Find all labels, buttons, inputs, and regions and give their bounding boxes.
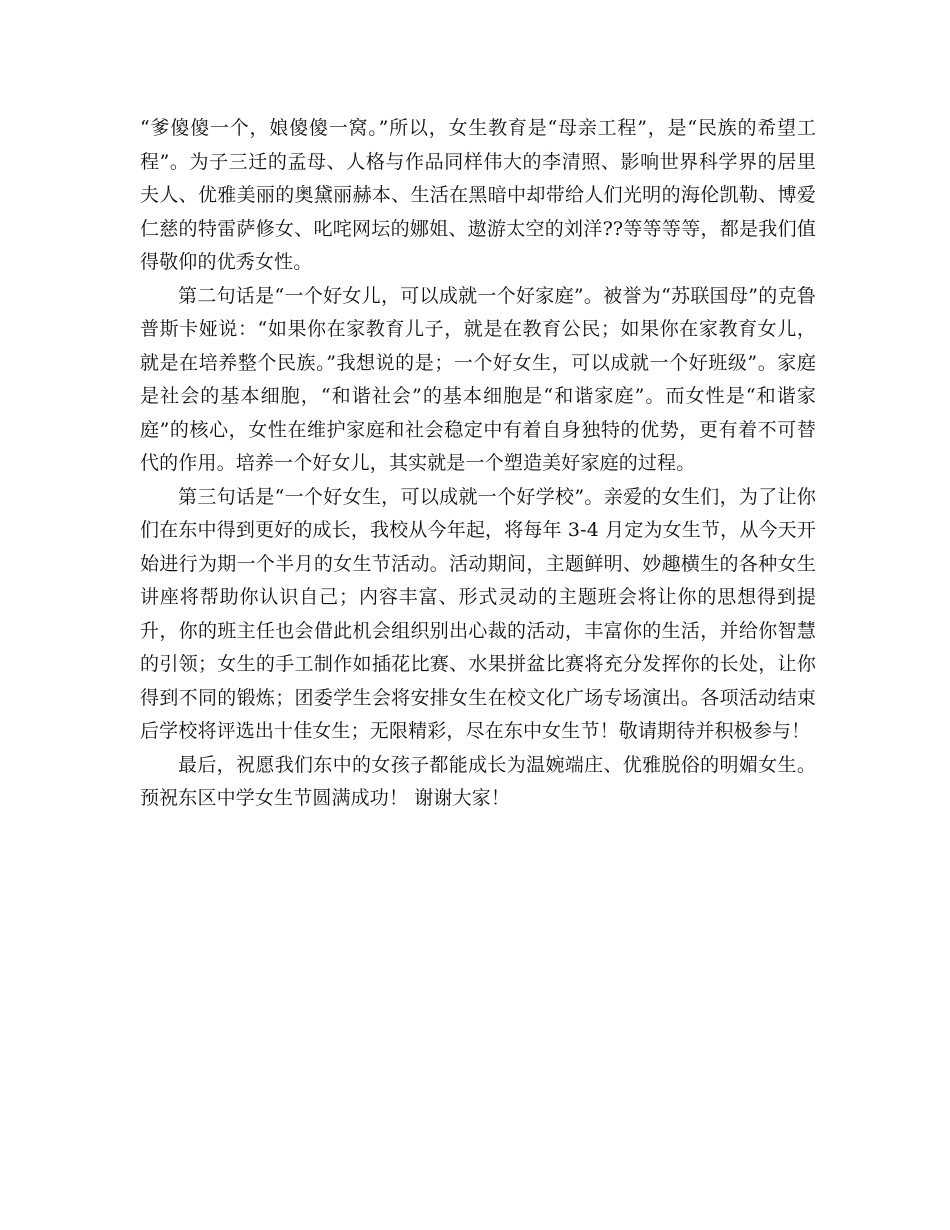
paragraph-third-saying: 第三句话是“一个好女生，可以成就一个好学校”。亲爱的女生们，为了让你们在东中得到更好的成长，我校从今年起，将每年 3-4 月定为女生节，从今天开始进行为期一个半月的女生节活动。活动期间，主题鲜明、妙趣横生的各种女生讲座将帮助你认识自己；内容丰富、形式灵动的主题班会将让你的思想得到提升，你的班主任也会借此机会组织别出心裁的活动，丰富你的生活，并给你智慧的引领；女生的手工制作如插花比赛、水果拼盆比赛将充分发挥你的长处，让你得到不同的锻炼；团委学生会将安排女生在校文化广场专场演出。各项活动结束后学校将评选出十佳女生；无限精彩，尽在东中女生节！敬请期待并积极参与！	[140, 485, 816, 742]
paragraph-continuation: “爹傻傻一个，娘傻傻一窝。”所以，女生教育是“母亲工程”，是“民族的希望工程”。为子三迁的孟母、人格与作品同样伟大的李清照、影响世界科学界的居里夫人、优雅美丽的奥黛丽赫本、生活在黑暗中却带给人们光明的海伦凯勒、博爱仁慈的特雷萨修女、叱咤网坛的娜姐、遨游太空的刘洋??等等等等，都是我们值得敬仰的优秀女性。	[140, 117, 816, 273]
paragraph-second-saying: 第二句话是“一个好女儿，可以成就一个好家庭”。被誉为“苏联国母”的克鲁普斯卡娅说：“如果你在家教育儿子，就是在教育公民；如果你在家教育女儿，就是在培养整个民族。”我想说的是；一个好女生，可以成就一个好班级”。家庭是社会的基本细胞，“和谐社会”的基本细胞是“和谐家庭”。而女性是“和谐家庭”的核心，女性在维护家庭和社会稳定中有着自身独特的优势，更有着不可替代的作用。培养一个好女儿，其实就是一个塑造美好家庭的过程。	[140, 284, 816, 474]
document-body	[140, 112, 816, 816]
paragraph-closing: 最后，祝愿我们东中的女孩子都能成长为温婉端庄、优雅脱俗的明媚女生。预祝东区中学女生节圆满成功！ 谢谢大家！	[140, 753, 816, 809]
